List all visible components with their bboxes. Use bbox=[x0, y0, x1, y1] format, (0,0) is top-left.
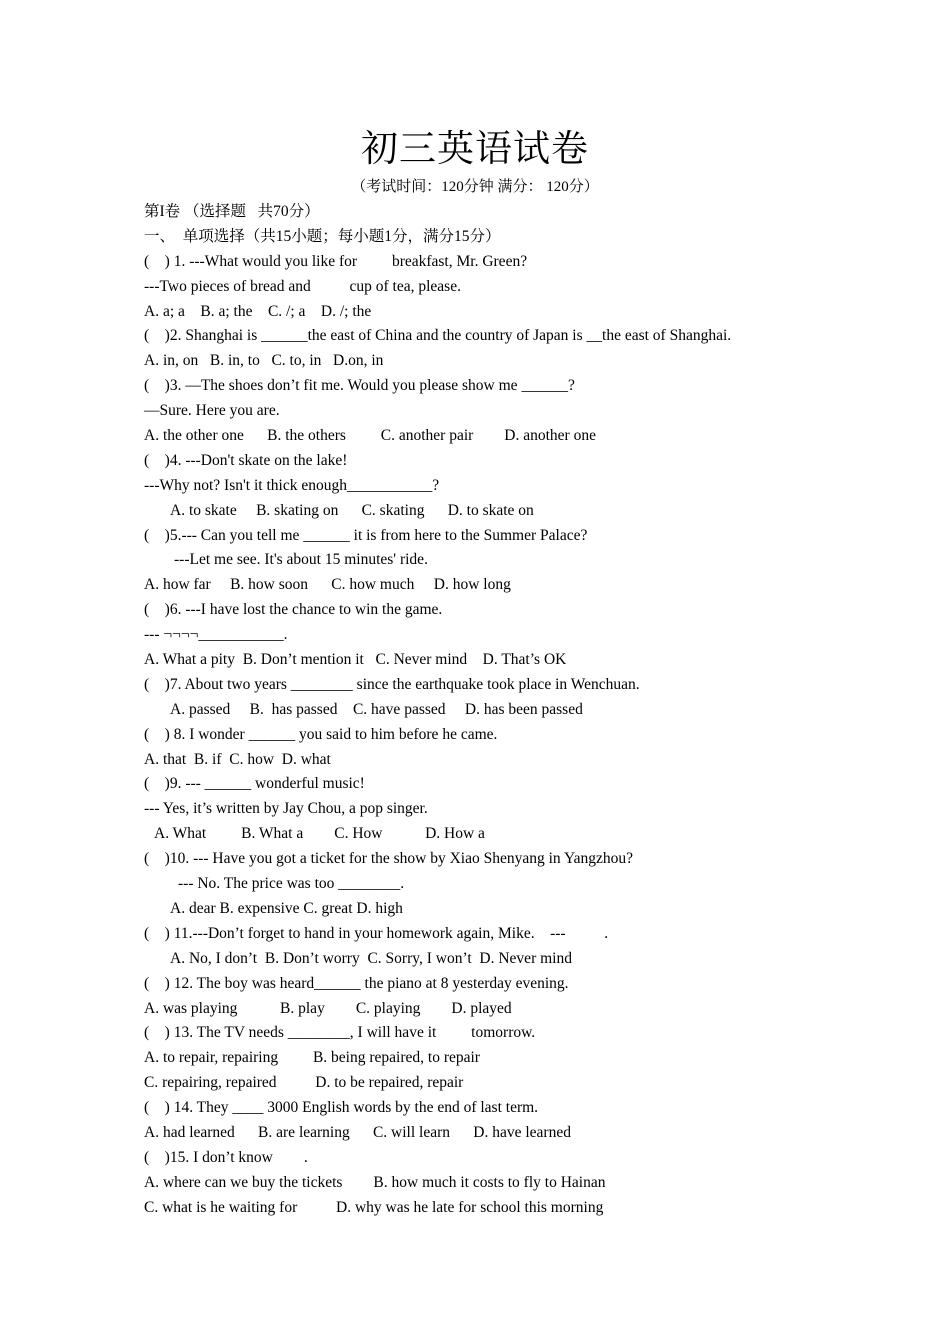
options-line: A. how far B. how soon C. how much D. how long bbox=[144, 576, 511, 594]
question-line: ( )6. ---I have lost the chance to win the game. bbox=[144, 601, 443, 619]
options-line: A. to repair, repairing B. being repaired, to repair bbox=[144, 1049, 480, 1067]
question-line: --- Yes, it’s written by Jay Chou, a pop singer. bbox=[144, 800, 428, 818]
exam-body bbox=[144, 200, 844, 1221]
options-line: C. what is he waiting for D. why was he late for school this morning bbox=[144, 1198, 604, 1216]
section-heading: 第I卷 （选择题 共70分） bbox=[144, 203, 320, 220]
question-line: ( )4. ---Don't skate on the lake! bbox=[144, 451, 348, 469]
question-line: ( )2. Shanghai is ______the east of China and the country of Japan is __the east of Shanghai. bbox=[144, 327, 732, 345]
page-title: 初三英语试卷 bbox=[361, 129, 589, 170]
question-line: ( ) 11.---Don’t forget to hand in your homework again, Mike. --- . bbox=[144, 924, 609, 942]
options-line: A. a; a B. a; the C. /; a D. /; the bbox=[144, 302, 372, 320]
question-line: ( )10. --- Have you got a ticket for the show by Xiao Shenyang in Yangzhou? bbox=[144, 850, 634, 868]
question-line: ---Let me see. It's about 15 minutes' ride. bbox=[174, 551, 428, 569]
options-line: A. that B. if C. how D. what bbox=[144, 750, 331, 768]
question-line: ( )15. I don’t know . bbox=[144, 1148, 308, 1166]
options-line: A. passed B. has passed C. have passed D. has been passed bbox=[170, 700, 583, 718]
options-line: A. What a pity B. Don’t mention it C. Never mind D. That’s OK bbox=[144, 651, 567, 669]
options-line: A. where can we buy the tickets B. how much it costs to fly to Hainan bbox=[144, 1173, 606, 1191]
options-line: A. was playing B. play C. playing D. played bbox=[144, 999, 512, 1017]
question-line: ( )7. About two years ________ since the earthquake took place in Wenchuan. bbox=[144, 675, 640, 693]
options-line: A. dear B. expensive C. great D. high bbox=[170, 899, 403, 917]
question-line: --- No. The price was too ________. bbox=[178, 875, 405, 893]
options-line: C. repairing, repaired D. to be repaired, repair bbox=[144, 1074, 464, 1092]
question-line: ( )9. --- ______ wonderful music! bbox=[144, 775, 365, 793]
part-heading: 一、 单项选择（共15小题；每小题1分，满分15分） bbox=[144, 227, 501, 245]
options-line: A. had learned B. are learning C. will learn D. have learned bbox=[144, 1123, 571, 1141]
exam-info: （考试时间：120分钟 满分： 120分） bbox=[351, 179, 599, 195]
question-line: ( ) 13. The TV needs ________, I will have it tomorrow. bbox=[144, 1024, 536, 1042]
question-line: --- ¬¬¬¬___________. bbox=[144, 626, 288, 644]
question-line: ( ) 1. ---What would you like for breakfast, Mr. Green? bbox=[144, 252, 528, 270]
question-line: ( ) 8. I wonder ______ you said to him before he came. bbox=[144, 725, 498, 743]
question-line: ( ) 14. They ____ 3000 English words by the end of last term. bbox=[144, 1099, 539, 1117]
question-line: ( )3. —The shoes don’t fit me. Would you please show me ______? bbox=[144, 377, 575, 395]
question-line: —Sure. Here you are. bbox=[144, 402, 280, 420]
question-line: ( )5.--- Can you tell me ______ it is from here to the Summer Palace? bbox=[144, 526, 588, 544]
question-line: ---Why not? Isn't it thick enough___________? bbox=[144, 476, 440, 494]
question-line: ( ) 12. The boy was heard______ the piano at 8 yesterday evening. bbox=[144, 974, 569, 992]
options-line: A. to skate B. skating on C. skating D. to skate on bbox=[170, 501, 534, 519]
options-line: A. in, on B. in, to C. to, in D.on, in bbox=[144, 352, 384, 370]
options-line: A. What B. What a C. How D. How a bbox=[154, 825, 485, 843]
options-line: A. the other one B. the others C. another pair D. another one bbox=[144, 427, 596, 445]
options-line: A. No, I don’t B. Don’t worry C. Sorry, I won’t D. Never mind bbox=[170, 949, 572, 967]
question-line: ---Two pieces of bread and cup of tea, please. bbox=[144, 277, 461, 295]
